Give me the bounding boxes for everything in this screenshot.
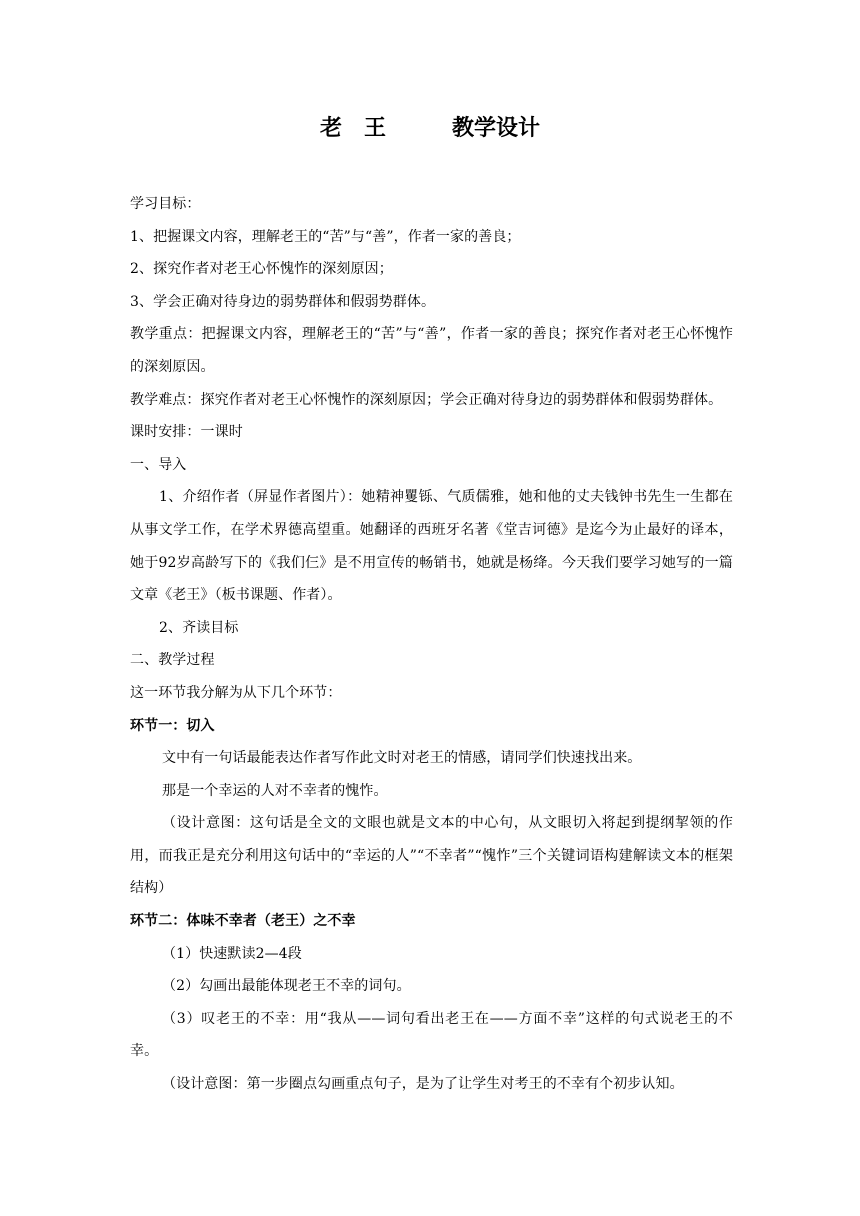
section-heading-process: 二、教学过程 bbox=[130, 652, 215, 669]
paragraph-key-points: 教学重点：把握课文内容，理解老王的“苦”与“善”，作者一家的善良；探究作者对老王心怀愧怍的深刻原因。 bbox=[130, 326, 733, 375]
document-title: 老 王 教学设计 bbox=[319, 116, 540, 141]
paragraph-read-objectives: 2、齐读目标 bbox=[159, 619, 239, 636]
paragraph-step2-item-3: （3）叹老王的不幸：用“我从——词句看出老王在——方面不幸”这样的句式说老王的不幸。 bbox=[130, 1010, 733, 1060]
paragraph-objective-2: 2、探究作者对老王心怀愧怍的深刻原因； bbox=[130, 261, 393, 278]
paragraph-step2-intent: （设计意图：第一步圈点勾画重点句子，是为了让学生对考王的不幸有个初步认知。 bbox=[162, 1076, 684, 1093]
step-heading-1: 环节一：切入 bbox=[130, 717, 215, 734]
paragraph-difficulties: 教学难点：探究作者对老王心怀愧怍的深刻原因；学会正确对待身边的弱势群体和假弱势群体。 bbox=[130, 391, 723, 408]
paragraph-step1-answer: 那是一个幸运的人对不幸者的愧怍。 bbox=[162, 782, 388, 799]
paragraph-schedule: 课时安排：一课时 bbox=[130, 424, 243, 441]
paragraph-objective-1: 1、把握课文内容，理解老王的“苦”与“善”，作者一家的善良； bbox=[130, 228, 521, 245]
document-body bbox=[130, 188, 733, 1101]
paragraph-author-intro: 1、介绍作者（屏显作者图片）：她精神矍铄、气质儒雅，她和他的丈夫钱钟书先生一生都在从事文学工作，在学术界德高望重。她翻译的西班牙名著《堂吉诃德》是迄今为止最好的译本，她于92岁高龄写下的《我们仨》是不用宣传的畅销书，她就是杨绛。今天我们要学习她写的一篇文章《老王》（板书课题、作者）。 bbox=[130, 489, 733, 604]
paragraph-step1-intent: （设计意图：这句话是全文的文眼也就是文本的中心句，从文眼切入将起到提纲挈领的作用，而我正是充分利用这句话中的“幸运的人”“不幸者”“愧怍”三个关键词语构建解读文本的框架结构） bbox=[130, 815, 733, 897]
paragraph-step1-task: 文中有一句话最能表达作者写作此文时对老王的情感，请同学们快速找出来。 bbox=[162, 750, 642, 767]
paragraph-process-overview: 这一环节我分解为从下几个环节： bbox=[130, 684, 342, 701]
section-heading-introduction: 一、导入 bbox=[130, 456, 187, 473]
paragraph-objective-3: 3、学会正确对待身边的弱势群体和假弱势群体。 bbox=[130, 293, 436, 310]
step-heading-2: 环节二：体味不幸者（老王）之不幸 bbox=[130, 913, 356, 930]
paragraph-step2-item-2: （2）勾画出最能体现老王不幸的词句。 bbox=[162, 978, 411, 995]
paragraph-objectives-heading: 学习目标： bbox=[130, 196, 201, 212]
paragraph-step2-item-1: （1）快速默读2—4段 bbox=[162, 945, 302, 962]
